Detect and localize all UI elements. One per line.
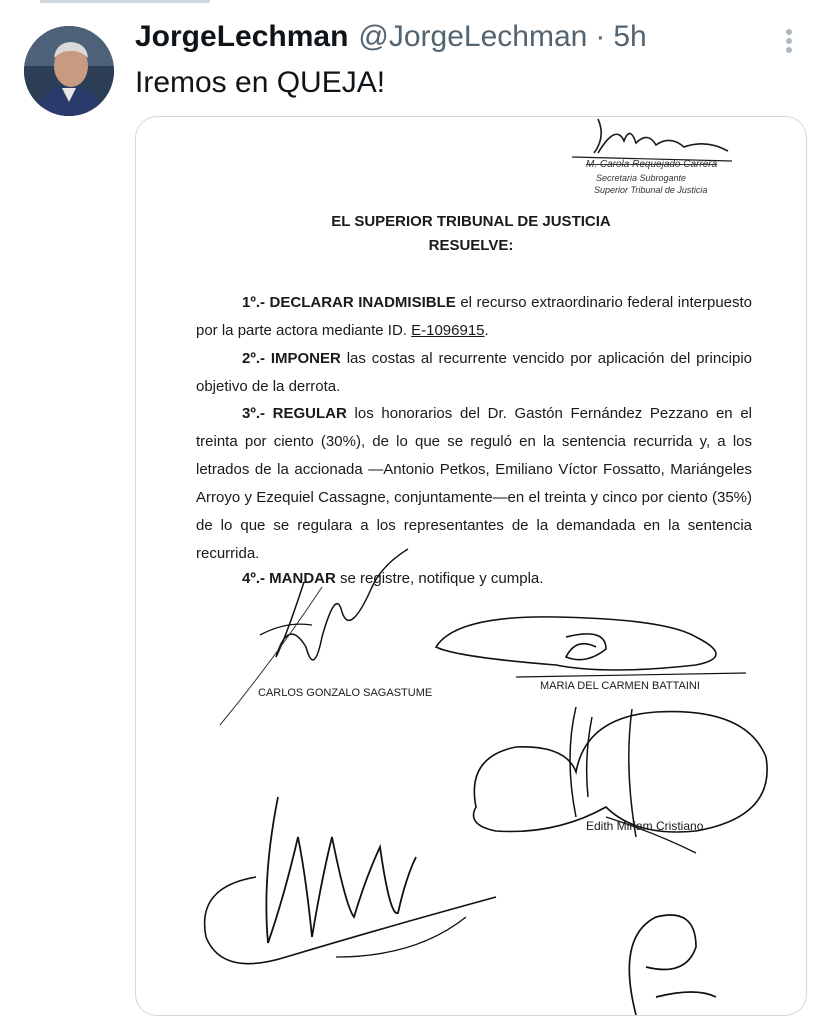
item-number: 1º.- (242, 294, 265, 311)
tweet-header (135, 20, 647, 60)
more-vertical-icon[interactable] (772, 24, 806, 58)
resolves-heading: RESUELVE: (428, 237, 514, 254)
thread-connector-line (40, 0, 210, 3)
item-text: el recurso extraordinario federal interpuesto por la parte actora mediante ID. (196, 294, 753, 339)
item-number: 4º.- (242, 570, 265, 587)
item-verb: DECLARAR INADMISIBLE (269, 294, 456, 311)
judge-name-sagastume: CARLOS GONZALO SAGASTUME (258, 687, 433, 699)
judge-name-cristiano: Edith Miriam Cristiano (586, 819, 704, 833)
avatar-photo (24, 26, 114, 116)
secretary-name: M. Carola Requejado Carrera (586, 159, 718, 170)
tweet-media-image[interactable] (135, 116, 807, 1016)
document-page (136, 117, 806, 1015)
tweet-text: Iremos en QUEJA! (135, 66, 386, 99)
item-text: se registre, notifique y cumpla. (340, 570, 544, 587)
court-title: EL SUPERIOR TRIBUNAL DE JUSTICIA (331, 213, 611, 230)
item-number: 2º.- (242, 350, 265, 367)
separator-dot: · (595, 20, 606, 53)
user-handle[interactable]: @JorgeLechman (358, 20, 588, 53)
judge-signatures (136, 117, 806, 1015)
timestamp[interactable]: 5h (613, 20, 647, 53)
item-text: los honorarios del Dr. Gastón Fernández Pezzano en el treinta por ciento (30%), de lo que se reguló en la sentencia recurrida y, a los letrados de la accionada —Antonio Petkos, Emiliano Víctor Fossatto, Mariángeles Arroyo y Ezequiel Cassagne, conjuntamente—en el treinta y cinco por ciento (35%) de lo que se regulara a los representantes de la demandada en la sentencia recurrida. (196, 405, 753, 562)
secretary-title: Secretaria Subrogante (596, 173, 687, 183)
item-number: 3º.- (242, 405, 265, 422)
display-name[interactable]: JorgeLechman (135, 20, 349, 53)
item-text: las costas al recurrente vencido por aplicación del principio objetivo de la derrota. (196, 350, 753, 395)
item-verb: IMPONER (270, 350, 341, 367)
item-end: . (484, 322, 489, 339)
judge-name-battaini: MARIA DEL CARMEN BATTAINI (540, 680, 700, 692)
item-verb: MANDAR (269, 570, 336, 587)
reference-id: E-1096915 (411, 322, 485, 339)
secretary-court: Superior Tribunal de Justicia (594, 185, 708, 195)
avatar[interactable] (24, 26, 114, 116)
item-verb: REGULAR (272, 405, 347, 422)
